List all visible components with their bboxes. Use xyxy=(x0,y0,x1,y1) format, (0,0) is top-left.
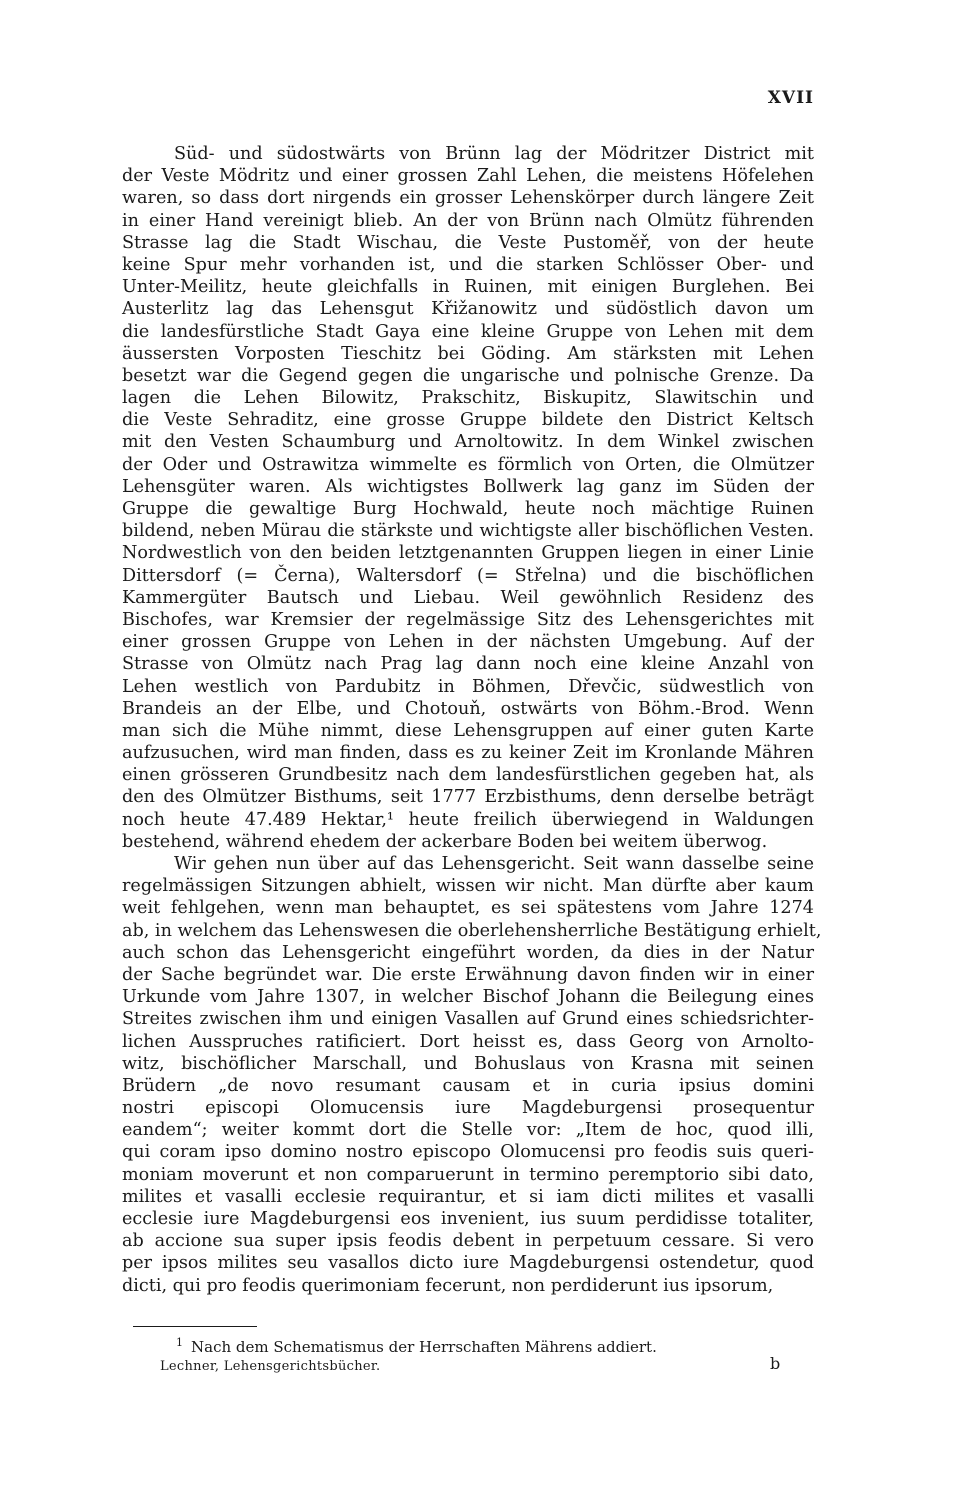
text-line: Bischofes, war Kremsier der regelmässige Sitz des Lehensgerichtes mit xyxy=(122,609,814,630)
text-line: regelmässigen Sitzungen abhielt, wissen wir nicht. Man dürfte aber kaum xyxy=(122,876,814,897)
text-line: den des Olmützer Bisthums, seit 1777 Erzbisthums, denn derselbe beträgt xyxy=(122,787,814,808)
text-line: in einer Hand vereinigt blieb. An der von Brünn nach Olmütz führenden xyxy=(122,210,814,231)
text-line: dicti, qui pro feodis querimoniam fecerunt, non perdiderunt ius ipsorum, xyxy=(122,1275,774,1296)
text-line: bildend, neben Mürau die stärkste und wichtigste aller bischöflichen Vesten. xyxy=(122,521,814,542)
footnote xyxy=(176,1333,657,1357)
text-line: Unter-Meilitz, heute gleichfalls in Ruinen, mit einigen Burglehen. Bei xyxy=(122,277,814,298)
text-line: milites et vasalli ecclesie requirantur, et si iam dicti milites et vasalli xyxy=(122,1186,814,1207)
text-line: der Sache begründet war. Die erste Erwähnung davon finden wir in einer xyxy=(122,964,814,985)
text-line: Kammergüter Bautsch und Liebau. Weil gewöhnlich Residenz des xyxy=(122,587,814,608)
text-line: Urkunde vom Jahre 1307, in welcher Bischof Johann die Beilegung eines xyxy=(122,987,814,1008)
sheet-mark: b xyxy=(770,1354,781,1373)
text-line: die landesfürstliche Stadt Gaya eine kleine Gruppe von Lehen mit dem xyxy=(122,321,814,342)
body-text xyxy=(122,143,822,1297)
text-line: eandem“; weiter kommt dort die Stelle vor: „Item de hoc, quod illi, xyxy=(122,1120,814,1141)
text-line: waren, so dass dort nirgends ein grosser Lehenskörper durch längere Zeit xyxy=(122,188,814,209)
text-line: Dittersdorf (= Černa), Waltersdorf (= Střelna) und die bischöflichen xyxy=(122,565,814,586)
text-line: Strasse lag die Stadt Wischau, die Veste Pustoměř, von der heute xyxy=(122,232,814,253)
text-line: Strasse von Olmütz nach Prag lag dann noch eine kleine Anzahl von xyxy=(122,654,814,675)
text-line: mit den Vesten Schaumburg und Arnoltowitz. In dem Winkel zwischen xyxy=(122,432,814,453)
signature-line: Lechner, Lehensgerichtsbücher. xyxy=(160,1359,381,1374)
text-line: per ipsos milites seu vasallos dicto iure Magdeburgensi ostendetur, quod xyxy=(122,1253,814,1274)
footnote-divider xyxy=(133,1326,257,1327)
text-line: Nordwestlich von den beiden letztgenannten Gruppen liegen in einer Linie xyxy=(122,543,814,564)
text-line: lagen die Lehen Bilowitz, Prakschitz, Biskupitz, Slawitschin und xyxy=(122,388,814,409)
text-line: ecclesie iure Magdeburgensi eos invenient, ius suum perdidisse totaliter, xyxy=(122,1209,814,1229)
paragraph xyxy=(122,853,822,1297)
text-line: man sich die Mühe nimmt, diese Lehensgruppen auf einer guten Karte xyxy=(122,720,814,741)
text-line: moniam moverunt et non comparuerunt in termino peremptorio sibi dato, xyxy=(122,1164,814,1185)
text-line: noch heute 47.489 Hektar,¹ heute freilich überwiegend in Waldungen xyxy=(122,809,814,830)
paragraph xyxy=(122,143,814,853)
text-line: besetzt war die Gegend gegen die ungarische und polnische Grenze. Da xyxy=(122,365,814,386)
text-line: äussersten Vorposten Tieschitz bei Göding. Am stärksten mit Lehen xyxy=(122,343,814,364)
footnote-marker: 1 xyxy=(176,1336,183,1349)
text-line: der Veste Mödritz und einer grossen Zahl Lehen, die meistens Höfelehen xyxy=(122,166,814,187)
text-line: einer grossen Gruppe von Lehen in der nächsten Umgebung. Auf der xyxy=(122,632,814,653)
text-line: Brandeis an der Elbe, und Chotouň, ostwärts von Böhm.-Brod. Wenn xyxy=(122,698,814,719)
text-line: Gruppe die gewaltige Burg Hochwald, heute noch mächtige Ruinen xyxy=(122,499,814,519)
text-line: witz, bischöflicher Marschall, und Bohuslaus von Krasna mit seinen xyxy=(122,1053,814,1074)
text-line: auch schon das Lehensgericht eingeführt worden, da dies in der Natur xyxy=(122,942,814,963)
text-line: bestehend, während ehedem der ackerbare Boden bei weitem überwog. xyxy=(122,831,768,852)
text-line: die Veste Sehraditz, eine grosse Gruppe bildete den District Keltsch xyxy=(122,410,814,431)
text-line: nostri episcopi Olomucensis iure Magdeburgensi prosequentur xyxy=(122,1098,814,1119)
text-line: einen grösseren Grundbesitz nach dem landesfürstlichen gegeben hat, als xyxy=(122,765,814,786)
text-line: Lehensgüter waren. Als wichtigstes Bollwerk lag ganz im Süden der xyxy=(122,476,814,497)
text-line: Brüdern „de novo resumant causam et in curia ipsius domini xyxy=(122,1075,814,1096)
text-line: aufzusuchen, wird man finden, dass es zu keiner Zeit im Kronlande Mähren xyxy=(122,743,814,764)
text-line: Austerlitz lag das Lehensgut Křižanowitz und südöstlich davon um xyxy=(122,299,814,320)
text-line: qui coram ipso domino nostro episcopo Olomucensi pro feodis suis queri- xyxy=(122,1142,814,1163)
text-line: der Oder und Ostrawitza wimmelte es förmlich von Orten, die Olmützer xyxy=(122,454,814,475)
text-line: lichen Ausspruches ratificiert. Dort heisst es, dass Georg von Arnolto- xyxy=(122,1031,814,1052)
text-line: ab, in welchem das Lehenswesen die oberlehensherrliche Bestätigung erhielt, xyxy=(122,920,822,941)
footnote-text: Nach dem Schematismus der Herrschaften Mährens addiert. xyxy=(191,1338,657,1356)
text-line: keine Spur mehr vorhanden ist, und die starken Schlösser Ober- und xyxy=(122,254,814,275)
text-line: Streites zwischen ihm und einigen Vasallen auf Grund eines schiedsrichter- xyxy=(122,1009,814,1030)
page-number: XVII xyxy=(767,88,814,108)
text-line: Süd- und südostwärts von Brünn lag der Mödritzer District mit xyxy=(174,144,814,164)
text-line: Wir gehen nun über auf das Lehensgericht. Seit wann dasselbe seine xyxy=(174,854,814,874)
text-line: ab accione sua super ipsis feodis debent in perpetuum cessare. Si vero xyxy=(122,1231,814,1252)
text-line: weit fehlgehen, wenn man behauptet, es sei spätestens vom Jahre 1274 xyxy=(122,898,814,919)
text-line: Lehen westlich von Pardubitz in Böhmen, Dřevčic, südwestlich von xyxy=(122,676,814,697)
